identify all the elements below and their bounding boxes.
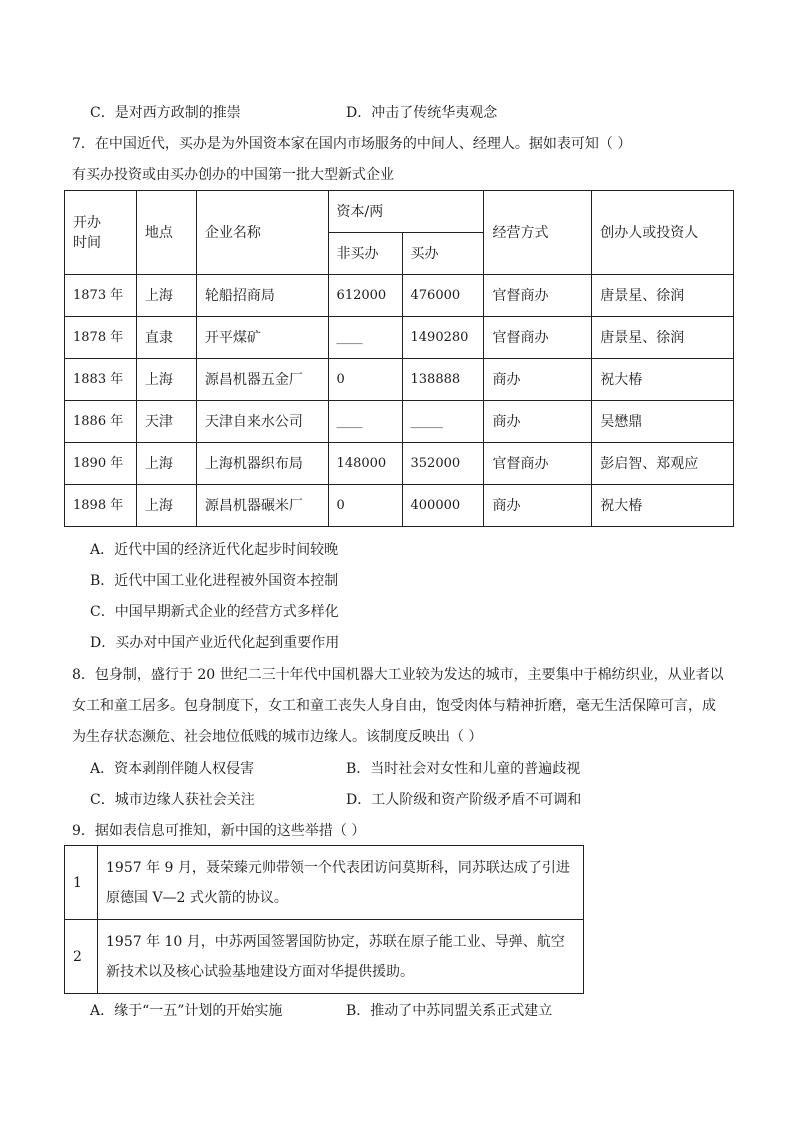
cell-place: 直隶 — [136, 317, 196, 359]
cell-place: 上海 — [136, 443, 196, 485]
q7-option-d: D．买办对中国产业近代化起到重要作用 — [90, 635, 340, 651]
header-time: 开办 时间 — [65, 191, 137, 275]
cell-mode: 官督商办 — [484, 275, 592, 317]
table-header-row — [65, 191, 734, 233]
table-row — [65, 485, 734, 527]
cell-comprador: 138888 — [402, 359, 484, 401]
row-index: 1 — [65, 846, 98, 920]
table-row — [65, 275, 734, 317]
cell-place: 上海 — [136, 485, 196, 527]
cell-non-comprador: 612000 — [328, 275, 402, 317]
q8-stem-line-1: 8．包身制，盛行于 20 世纪二三十年代中国机器大工业较为发达的城市，主要集中于棉纺织业，从业者以 — [72, 667, 724, 683]
cell-non-comprador: ____ — [328, 401, 402, 443]
q9-option-b: B．推动了中苏同盟关系正式建立 — [346, 1003, 553, 1019]
cell-place: 上海 — [136, 359, 196, 401]
cell-comprador: 1490280 — [402, 317, 484, 359]
cell-mode: 商办 — [484, 485, 592, 527]
header-founder: 创办人或投资人 — [592, 191, 734, 275]
cell-name: 开平煤矿 — [196, 317, 328, 359]
cell-non-comprador: 0 — [328, 359, 402, 401]
cell-non-comprador: 148000 — [328, 443, 402, 485]
q8-option-d: D．工人阶级和资产阶级矛盾不可调和 — [346, 792, 582, 808]
table-row — [65, 443, 734, 485]
q6-option-c: C．是对西方政制的推崇 — [90, 105, 241, 121]
q7-option-b: B．近代中国工业化进程被外国资本控制 — [90, 573, 339, 589]
q8-option-b: B．当时社会对女性和儿童的普遍歧视 — [346, 761, 581, 777]
cell-name: 源昌机器碾米厂 — [196, 485, 328, 527]
cell-mode: 商办 — [484, 401, 592, 443]
table-row — [65, 317, 734, 359]
cell-time: 1873 年 — [65, 275, 137, 317]
q9-info-table — [64, 845, 584, 994]
cell-place: 天津 — [136, 401, 196, 443]
header-mode: 经营方式 — [484, 191, 592, 275]
cell-founder: 祝大椿 — [592, 359, 734, 401]
cell-founder: 吴懋鼎 — [592, 401, 734, 443]
q8-stem-line-2: 女工和童工居多。包身制度下，女工和童工丧失人身自由，饱受肉体与精神折磨，毫无生活保障可言，成 — [72, 698, 716, 714]
cell-founder: 唐景星、徐润 — [592, 317, 734, 359]
cell-time: 1883 年 — [65, 359, 137, 401]
cell-comprador: 352000 — [402, 443, 484, 485]
cell-founder: 祝大椿 — [592, 485, 734, 527]
q7-stem: 7．在中国近代，买办是为外国资本家在国内市场服务的中间人、经理人。据如表可知（ ） — [72, 136, 632, 152]
table-row — [65, 846, 584, 920]
cell-mode: 商办 — [484, 359, 592, 401]
header-non-comprador: 非买办 — [328, 233, 402, 275]
cell-non-comprador: 0 — [328, 485, 402, 527]
row-text: 1957 年 10 月，中苏两国签署国防协定，苏联在原子能工业、导弹、航空新技术以及核心试验基地建设方面对华提供援助。 — [98, 920, 584, 994]
table-row — [65, 920, 584, 994]
header-place: 地点 — [136, 191, 196, 275]
header-capital: 资本/两 — [328, 191, 484, 233]
cell-name: 源昌机器五金厂 — [196, 359, 328, 401]
q7-option-a: A．近代中国的经济近代化起步时间较晚 — [90, 542, 339, 558]
cell-time: 1898 年 — [65, 485, 137, 527]
header-name: 企业名称 — [196, 191, 328, 275]
cell-founder: 彭启智、郑观应 — [592, 443, 734, 485]
cell-time: 1886 年 — [65, 401, 137, 443]
q9-stem: 9．据如表信息可推知，新中国的这些举措（ ） — [72, 823, 366, 839]
table-row — [65, 359, 734, 401]
q7-enterprise-table — [64, 190, 734, 527]
q8-stem-line-3: 为生存状态濒危、社会地位低贱的城市边缘人。该制度反映出（ ） — [72, 729, 483, 745]
cell-mode: 官督商办 — [484, 317, 592, 359]
row-index: 2 — [65, 920, 98, 994]
cell-name: 上海机器织布局 — [196, 443, 328, 485]
table-row — [65, 401, 734, 443]
cell-mode: 官督商办 — [484, 443, 592, 485]
cell-comprador: _____ — [402, 401, 484, 443]
q7-option-c: C．中国早期新式企业的经营方式多样化 — [90, 604, 339, 620]
header-comprador: 买办 — [402, 233, 484, 275]
q7-table-title: 有买办投资或由买办创办的中国第一批大型新式企业 — [72, 167, 394, 183]
cell-name: 轮船招商局 — [196, 275, 328, 317]
q6-option-d: D．冲击了传统华夷观念 — [346, 105, 498, 121]
row-text: 1957 年 9 月，聂荣臻元帅带领一个代表团访问莫斯科，同苏联达成了引进原德国 V—2 式火箭的协议。 — [98, 846, 584, 920]
cell-name: 天津自来水公司 — [196, 401, 328, 443]
q9-option-a: A．缘于“一五”计划的开始实施 — [90, 1003, 283, 1019]
cell-founder: 唐景星、徐润 — [592, 275, 734, 317]
q8-option-a: A．资本剥削伴随人权侵害 — [90, 761, 255, 777]
q8-option-c: C．城市边缘人获社会关注 — [90, 792, 255, 808]
cell-non-comprador: ____ — [328, 317, 402, 359]
cell-place: 上海 — [136, 275, 196, 317]
cell-comprador: 400000 — [402, 485, 484, 527]
cell-time: 1878 年 — [65, 317, 137, 359]
cell-comprador: 476000 — [402, 275, 484, 317]
cell-time: 1890 年 — [65, 443, 137, 485]
